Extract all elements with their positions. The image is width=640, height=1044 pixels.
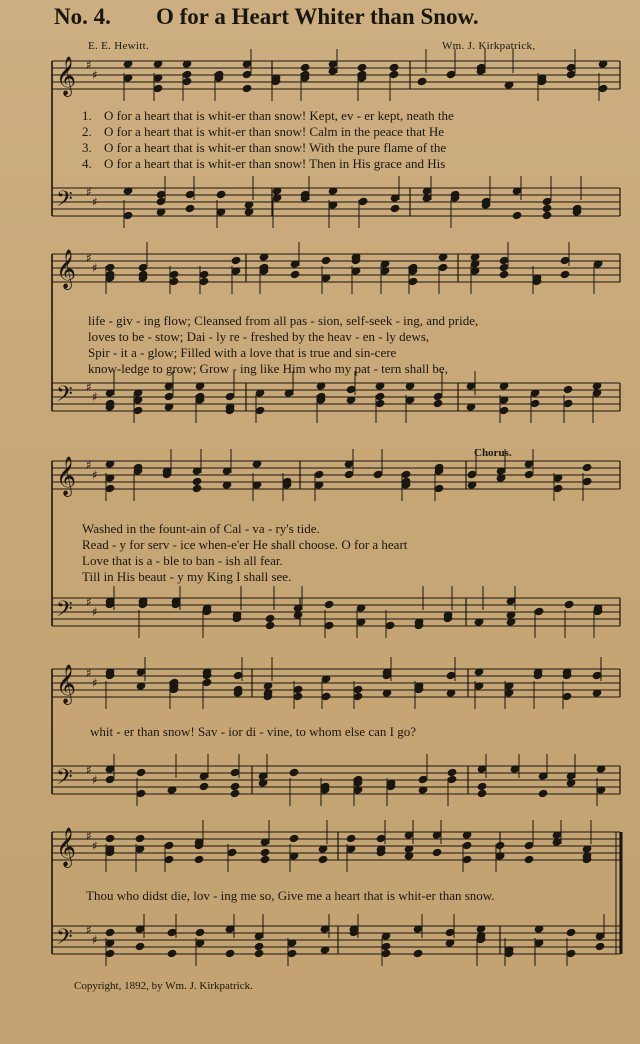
system1-verse4 (0, 156, 640, 172)
svg-text:𝄞: 𝄞 (56, 56, 77, 96)
svg-text:♯: ♯ (86, 595, 92, 609)
svg-text:♯: ♯ (92, 195, 98, 209)
svg-text:𝄢: 𝄢 (56, 925, 73, 955)
verse-number: 4. (82, 156, 92, 171)
hymn-number: No. 4. (54, 4, 111, 29)
verse-number: 3. (82, 140, 92, 155)
svg-text:♯: ♯ (86, 666, 92, 680)
system1-verse1 (0, 108, 640, 124)
system5-lyric (0, 888, 640, 904)
lyric-line: whit - er than snow! Sav - ior di - vine, to whom else can I go? (90, 724, 417, 739)
copyright-notice: Copyright, 1892, by Wm. J. Kirkpatrick. (74, 980, 253, 992)
svg-text:♯: ♯ (86, 58, 92, 72)
lyric-line: O for a heart that is whit-er than snow! Kept, ev - er kept, neath the (104, 108, 454, 123)
svg-text:♯: ♯ (92, 68, 98, 82)
svg-text:♯: ♯ (92, 468, 98, 482)
svg-text:𝄞: 𝄞 (56, 827, 77, 867)
svg-text:𝄞: 𝄞 (56, 456, 77, 496)
lyric-line: Spir - it a - glow; Filled with a love that is true and sin-cere (88, 345, 397, 360)
svg-text:𝄞: 𝄞 (56, 664, 77, 704)
lyric-line: Thou who didst die, lov - ing me so, Give me a heart that is whit-er than snow. (86, 888, 495, 903)
chorus-label: Chorus. (474, 447, 512, 459)
svg-text:♯: ♯ (92, 390, 98, 404)
lyric-line: Love that is a - ble to ban - ish all fear. (82, 553, 283, 568)
lyric-line: Read - y for serv - ice when-e'er He shall choose. O for a heart (82, 537, 408, 552)
lyric-line: know-ledge to grow; Grow - ing like Him who my pat - tern shall be, (88, 361, 448, 376)
svg-text:♯: ♯ (92, 261, 98, 275)
svg-text:♯: ♯ (86, 380, 92, 394)
svg-text:♯: ♯ (92, 839, 98, 853)
system3-verse1 (0, 521, 640, 537)
svg-text:𝄢: 𝄢 (56, 187, 73, 217)
svg-text:♯: ♯ (86, 251, 92, 265)
lyric-line: Washed in the fount-ain of Cal - va - ry's tide. (82, 521, 320, 536)
svg-text:♯: ♯ (92, 773, 98, 787)
system2-verse4 (0, 361, 640, 377)
system3-verse4 (0, 569, 640, 585)
svg-text:𝄢: 𝄢 (56, 765, 73, 795)
svg-text:♯: ♯ (86, 185, 92, 199)
lyric-line: O for a heart that is whit-er than snow! With the pure flame of the (104, 140, 447, 155)
system1-verse2 (0, 124, 640, 140)
verse-number: 2. (82, 124, 92, 139)
lyric-line: life - giv - ing flow; Cleansed from all pas - sion, self-seek - ing, and pride, (88, 313, 479, 328)
lyric-line: loves to be - stow; Dai - ly re - freshed by the heav - en - ly dews, (88, 329, 430, 344)
svg-text:𝄞: 𝄞 (56, 249, 77, 289)
svg-text:♯: ♯ (86, 923, 92, 937)
svg-text:♯: ♯ (86, 763, 92, 777)
lyric-line: Till in His beaut - y my King I shall see. (82, 569, 292, 584)
verse-number: 1. (82, 108, 92, 123)
svg-text:♯: ♯ (92, 676, 98, 690)
svg-text:𝄢: 𝄢 (56, 382, 73, 412)
svg-text:♯: ♯ (86, 829, 92, 843)
lyric-line: O for a heart that is whit-er than snow! Then in His grace and His (104, 156, 446, 171)
system3-verse2 (0, 537, 640, 553)
svg-text:♯: ♯ (92, 933, 98, 947)
lyric-line: O for a heart that is whit-er than snow! Calm in the peace that He (104, 124, 445, 139)
system4-lyric (0, 724, 640, 740)
system2-verse2 (0, 329, 640, 345)
svg-text:♯: ♯ (86, 458, 92, 472)
system2-verse3 (0, 345, 640, 361)
svg-text:𝄢: 𝄢 (56, 597, 73, 627)
composer-credit: Wm. J. Kirkpatrick, (442, 40, 536, 52)
svg-text:♯: ♯ (92, 605, 98, 619)
lyricist-credit: E. E. Hewitt. (88, 40, 150, 52)
system3-verse3 (0, 553, 640, 569)
system2-verse1 (0, 313, 640, 329)
system1-verse3 (0, 140, 640, 156)
hymn-title: O for a Heart Whiter than Snow. (156, 4, 479, 29)
